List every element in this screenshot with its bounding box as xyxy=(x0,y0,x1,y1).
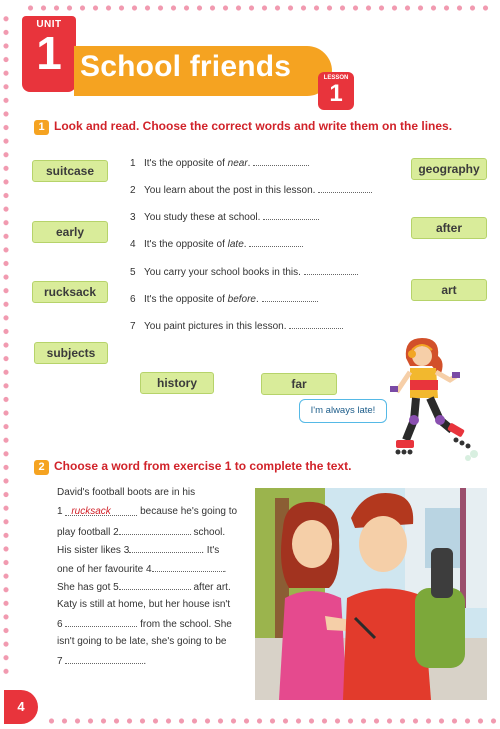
question-5: 5 You carry your school books in this. xyxy=(130,266,358,278)
gap-1-answer: rucksack xyxy=(71,506,111,517)
page-title: School friends xyxy=(80,50,292,83)
answer-line-5[interactable] xyxy=(304,266,358,275)
word-box-rucksack[interactable]: rucksack xyxy=(32,281,108,303)
answer-line-2[interactable] xyxy=(318,184,372,193)
text-line-7: Katy is still at home, but her house isn't xyxy=(57,599,231,610)
word-box-after[interactable]: after xyxy=(411,217,487,239)
gap-2[interactable] xyxy=(119,525,191,535)
speech-bubble: I'm always late! xyxy=(299,399,387,423)
word-box-art[interactable]: art xyxy=(411,279,487,301)
question-7: 7 You paint pictures in this lesson. xyxy=(130,320,343,332)
lesson-label: LESSON xyxy=(323,75,349,81)
answer-line-1[interactable] xyxy=(253,157,309,166)
lesson-badge xyxy=(318,72,354,110)
top-dot-border xyxy=(24,4,494,12)
unit-number: 1 xyxy=(36,27,62,79)
text-line-2: 1 rucksack because he's going to xyxy=(57,506,238,517)
students-walking-illustration xyxy=(255,488,487,700)
gap-6[interactable] xyxy=(65,617,137,627)
word-box-far[interactable]: far xyxy=(261,373,337,395)
question-6: 6 It's the opposite of before. xyxy=(130,293,318,305)
question-4: 4 It's the opposite of late. xyxy=(130,238,303,250)
text-line-4: His sister likes 3 . It's xyxy=(57,545,220,556)
answer-line-3[interactable] xyxy=(263,211,319,220)
question-2: 2 You learn about the post in this lesson. xyxy=(130,184,372,196)
text-line-8: 6 from the school. She xyxy=(57,619,232,630)
gap-1[interactable] xyxy=(65,506,137,516)
word-box-geography[interactable]: geography xyxy=(411,158,487,180)
answer-line-4[interactable] xyxy=(249,238,303,247)
question-1: 1 It's the opposite of near. xyxy=(130,157,309,169)
text-line-9: isn't going to be late, she's going to be xyxy=(57,636,227,647)
gap-3[interactable] xyxy=(129,543,201,553)
exercise-1-instruction: Look and read. Choose the correct words and write them on the lines. xyxy=(54,119,453,133)
rollerblading-girl-illustration xyxy=(380,336,480,470)
text-line-10: 7 . xyxy=(57,656,147,667)
page-number: 4 xyxy=(4,690,38,724)
word-box-subjects[interactable]: subjects xyxy=(34,342,108,364)
left-dot-border xyxy=(2,12,10,682)
bottom-dot-border xyxy=(45,717,500,725)
lesson-number: 1 xyxy=(329,80,343,107)
text-line-3: play football 2 school. xyxy=(57,527,226,538)
word-box-early[interactable]: early xyxy=(32,221,108,243)
exercise-2-heading xyxy=(34,459,351,475)
exercise-1-heading xyxy=(34,119,452,135)
text-line-5: one of her favourite 4 . xyxy=(57,564,227,575)
word-box-suitcase[interactable]: suitcase xyxy=(32,160,108,182)
gap-7[interactable] xyxy=(65,654,143,664)
answer-line-6[interactable] xyxy=(262,293,318,302)
exercise-1-number: 1 xyxy=(34,120,49,135)
text-line-1: David's football boots are in his xyxy=(57,487,196,498)
unit-tab xyxy=(22,16,76,92)
question-3: 3 You study these at school. xyxy=(130,211,319,223)
exercise-2-instruction: Choose a word from exercise 1 to complete the text. xyxy=(54,459,352,473)
answer-line-7[interactable] xyxy=(289,320,343,329)
word-box-history[interactable]: history xyxy=(140,372,214,394)
gap-5[interactable] xyxy=(119,580,191,590)
gap-4[interactable] xyxy=(152,562,224,572)
exercise-2-number: 2 xyxy=(34,460,49,475)
unit-label: UNIT xyxy=(36,19,62,30)
text-line-6: She has got 5 after art. xyxy=(57,582,231,593)
